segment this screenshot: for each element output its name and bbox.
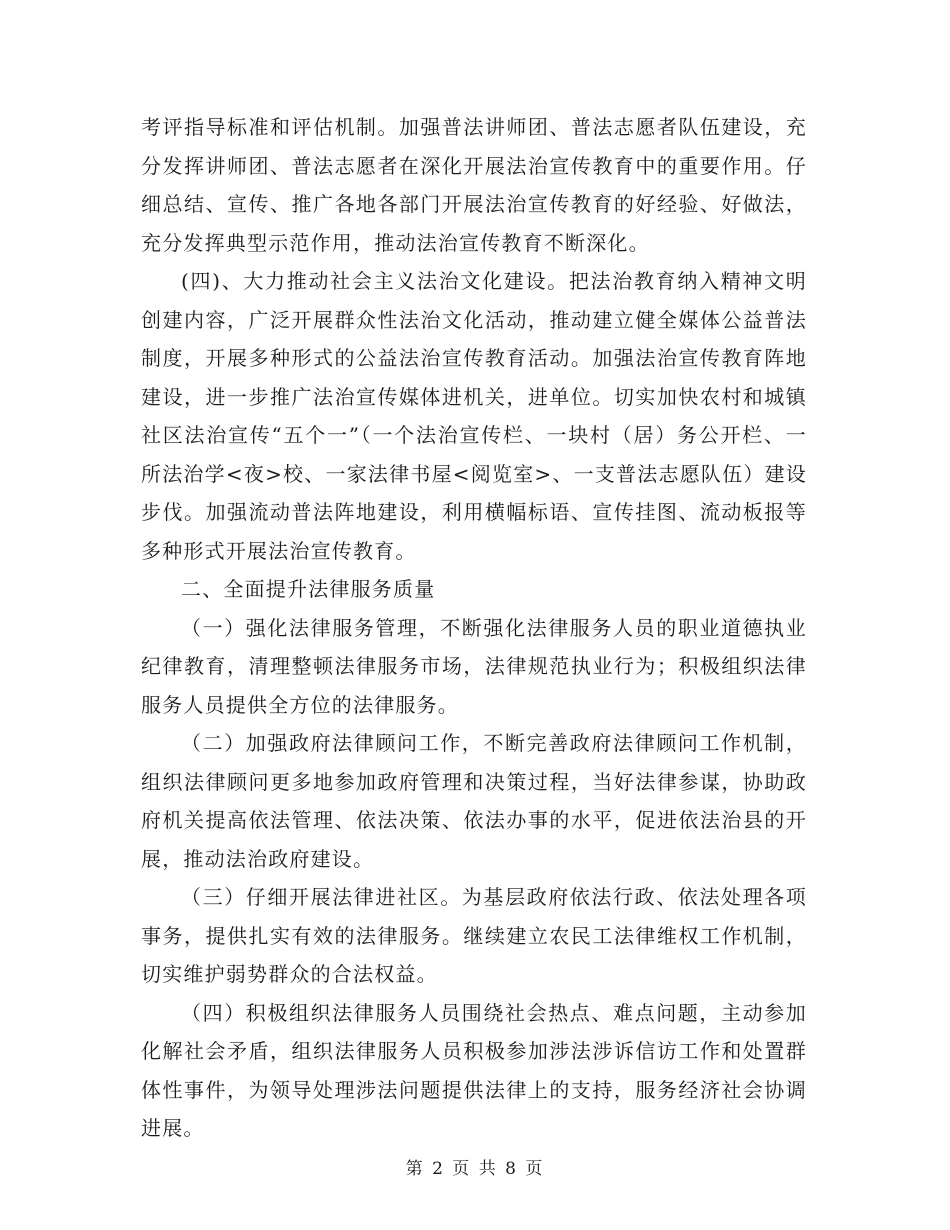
paragraph-6: （四）积极组织法律服务人员围绕社会热点、难点问题，主动参加化解社会矛盾，组织法律服务人员积极参加涉法涉诉信访工作和处置群体性事件，为领导处理涉法问题提供法律上的支持，服务经济社会协调进展。 [141, 1000, 807, 1140]
page-footer: 第 2 页 共 8 页 [405, 1159, 545, 1179]
paragraph-3: （一）强化法律服务管理，不断强化法律服务人员的职业道德执业纪律教育，清理整顿法律服务市场，法律规范执业行为；积极组织法律服务人员提供全方位的法律服务。 [141, 615, 807, 717]
paragraph-2: (四)、大力推动社会主义法治文化建设。把法治教育纳入精神文明创建内容，广泛开展群众性法治文化活动，推动建立健全媒体公益普法制度，开展多种形式的公益法治宣传教育活动。加强法治宣传教育阵地建设，进一步推广法治宣传媒体进机关，进单位。切实加快农村和城镇社区法治宣传“五个一”（一个法治宣传栏、一块村（居）务公开栏、一所法治学<夜>校、一家法律书屋<阅览室>、一支普法志愿队伍）建设步伐。加强流动普法阵地建设，利用横幅标语、宣传挂图、流动板报等多种形式开展法治宣传教育。 [141, 269, 807, 563]
paragraph-5: （三）仔细开展法律进社区。为基层政府依法行政、依法处理各项事务，提供扎实有效的法律服务。继续建立农民工法律维权工作机制，切实维护弱势群众的合法权益。 [141, 885, 807, 986]
section-heading: 二、全面提升法律服务质量 [181, 577, 436, 601]
paragraph-1: 考评指导标准和评估机制。加强普法讲师团、普法志愿者队伍建设，充分发挥讲师团、普法志愿者在深化开展法治宣传教育中的重要作用。仔细总结、宣传、推广各地各部门开展法治宣传教育的好经验、好做法，充分发挥典型示范作用，推动法治宣传教育不断深化。 [141, 115, 807, 255]
document-body [141, 108, 807, 1148]
paragraph-4: （二）加强政府法律顾问工作，不断完善政府法律顾问工作机制，组织法律顾问更多地参加政府管理和决策过程，当好法律参谋，协助政府机关提高依法管理、依法决策、依法办事的水平，促进依法治县的开展，推动法治政府建设。 [141, 731, 807, 871]
